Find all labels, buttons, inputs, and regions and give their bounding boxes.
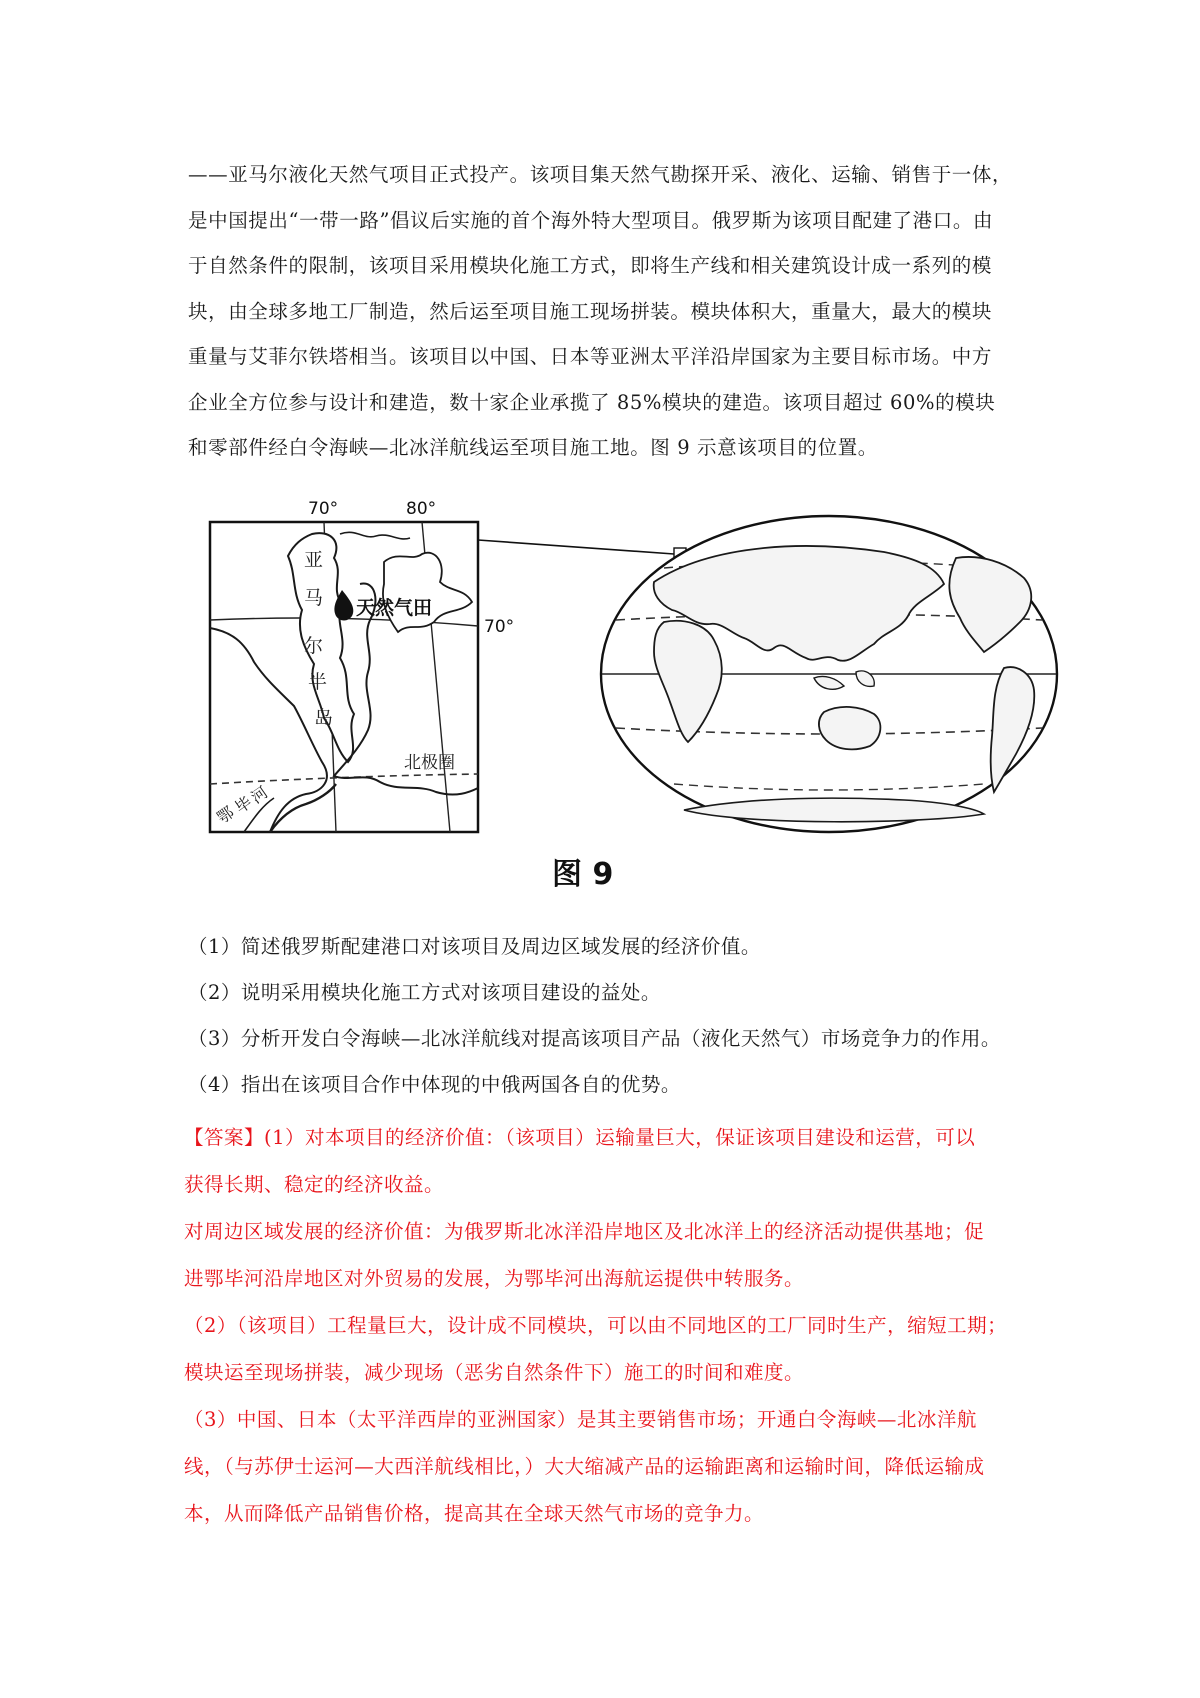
figure-caption: 图 9 bbox=[552, 857, 614, 892]
passage-line: ——亚马尔液化天然气项目正式投产。该项目集天然气勘探开采、液化、运输、销售于一体， bbox=[188, 163, 1013, 186]
answer-line: 获得长期、稳定的经济收益。 bbox=[184, 1173, 445, 1196]
arctic-circle-label: 北极圈 bbox=[404, 753, 455, 773]
passage-line: 重量与艾菲尔铁塔相当。该项目以中国、日本等亚洲太平洋沿岸国家为主要目标市场。中方 bbox=[188, 345, 993, 368]
answer-line: （3）中国、日本（太平洋西岸的亚洲国家）是其主要销售市场；开通白令海峡—北冰洋航 bbox=[184, 1408, 977, 1431]
lon-label-70: 70° bbox=[308, 499, 339, 519]
inset-map bbox=[210, 499, 514, 832]
answer-line: 模块运至现场拼装，减少现场（恶劣自然条件下）施工的时间和难度。 bbox=[184, 1361, 805, 1384]
passage-line: 块，由全球多地工厂制造，然后运至项目施工现场拼装。模块体积大，重量大，最大的模块 bbox=[188, 299, 993, 323]
passage-line: 企业全方位参与设计和建造，数十家企业承揽了 85%模块的建造。该项目超过 60%的模块 bbox=[188, 390, 996, 414]
lat-label-70: 70° bbox=[484, 617, 515, 637]
river-char: 河 bbox=[247, 782, 272, 808]
passage-line: 和零部件经白令海峡—北冰洋航线运至项目施工地。图 9 示意该项目的位置。 bbox=[188, 436, 878, 459]
question-item: （1）简述俄罗斯配建港口对该项目及周边区域发展的经济价值。 bbox=[188, 935, 761, 958]
lon-label-80: 80° bbox=[406, 499, 437, 519]
peninsula-char: 马 bbox=[304, 587, 324, 609]
peninsula-char: 尔 bbox=[304, 635, 324, 657]
answer-line: （2）（该项目）工程量巨大，设计成不同模块，可以由不同地区的工厂同时生产，缩短工期； bbox=[184, 1314, 1008, 1337]
world-map bbox=[601, 516, 1057, 832]
figure-9 bbox=[184, 492, 1064, 912]
answer-line: 【答案】(1）对本项目的经济价值：（该项目）运输量巨大，保证该项目建设和运营，可以 bbox=[184, 1126, 976, 1149]
question-item: （4）指出在该项目合作中体现的中俄两国各自的优势。 bbox=[188, 1073, 681, 1096]
passage-line: 是中国提出“一带一路”倡议后实施的首个海外特大型项目。俄罗斯为该项目配建了港口。由 bbox=[188, 208, 994, 232]
river-char: 毕 bbox=[231, 792, 256, 818]
passage-text bbox=[188, 152, 1030, 471]
peninsula-char: 亚 bbox=[304, 549, 324, 571]
answer-line: 进鄂毕河沿岸地区对外贸易的发展，为鄂毕河出海航运提供中转服务。 bbox=[184, 1267, 805, 1290]
answer-line: 本，从而降低产品销售价格，提高其在全球天然气市场的竞争力。 bbox=[184, 1502, 765, 1525]
question-list bbox=[188, 924, 1028, 1108]
answer-block bbox=[184, 1114, 1034, 1537]
passage-line: 于自然条件的限制，该项目采用模块化施工方式，即将生产线和相关建筑设计成一系列的模 bbox=[188, 254, 993, 277]
answer-line: 对周边区域发展的经济价值：为俄罗斯北冰洋沿岸地区及北冰洋上的经济活动提供基地；促 bbox=[184, 1220, 985, 1243]
peninsula-char: 岛 bbox=[314, 707, 334, 729]
question-item: （3）分析开发白令海峡—北冰洋航线对提高该项目产品（液化天然气）市场竞争力的作用。 bbox=[188, 1027, 1001, 1050]
gas-field-label: 天然气田 bbox=[356, 597, 433, 619]
peninsula-char: 半 bbox=[308, 671, 328, 693]
river-char: 鄂 bbox=[213, 802, 238, 828]
answer-line: 线，（与苏伊士运河—大西洋航线相比，）大大缩减产品的运输距离和运输时间，降低运输成 bbox=[184, 1455, 985, 1478]
question-item: （2）说明采用模块化施工方式对该项目建设的益处。 bbox=[188, 981, 661, 1004]
figure-9-svg bbox=[184, 492, 1064, 912]
